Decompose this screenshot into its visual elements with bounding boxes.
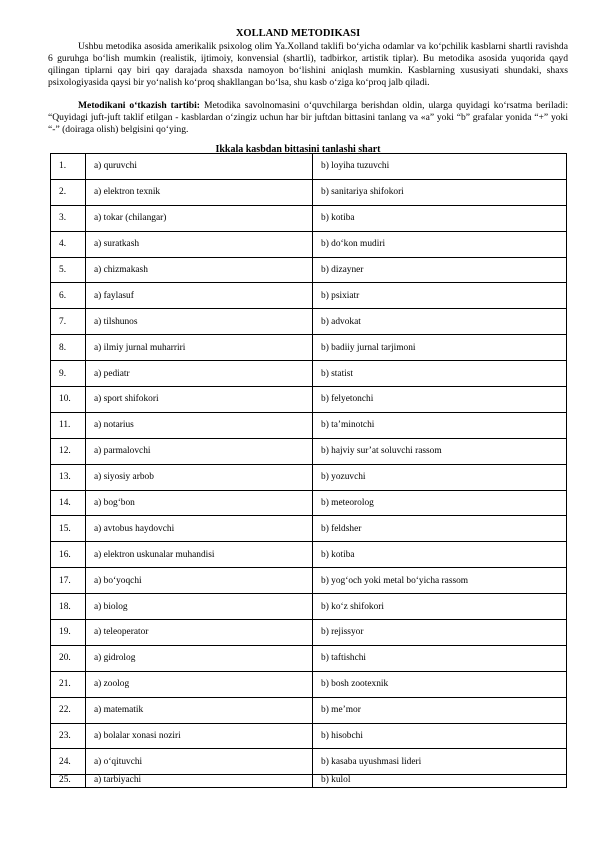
table-row <box>51 205 567 231</box>
table-row <box>51 594 567 620</box>
row-number: 3. <box>51 205 86 231</box>
option-b: b) hajviy sur’at soluvchi rassom <box>313 438 567 464</box>
table-caption: Ikkala kasbdan bittasini tanlashi shart <box>215 144 381 155</box>
table-row <box>51 154 567 180</box>
row-number: 16. <box>51 542 86 568</box>
option-a: a) elektron uskunalar muhandisi <box>86 542 313 568</box>
row-number: 18. <box>51 594 86 620</box>
row-number: 2. <box>51 179 86 205</box>
option-b: b) kotiba <box>313 542 567 568</box>
table-row <box>51 620 567 646</box>
row-number: 17. <box>51 568 86 594</box>
row-number: 14. <box>51 490 86 516</box>
table-row <box>51 412 567 438</box>
table-row <box>51 283 567 309</box>
table-row <box>51 671 567 697</box>
option-a: a) chizmakash <box>86 257 313 283</box>
row-number: 4. <box>51 231 86 257</box>
option-a: a) suratkash <box>86 231 313 257</box>
option-b: b) loyiha tuzuvchi <box>313 154 567 180</box>
option-a: a) avtobus haydovchi <box>86 516 313 542</box>
table-row <box>51 723 567 749</box>
row-number: 21. <box>51 671 86 697</box>
table-row <box>51 490 567 516</box>
row-number: 7. <box>51 309 86 335</box>
option-b: b) ko‘z shifokori <box>313 594 567 620</box>
option-b: b) ta’minotchi <box>313 412 567 438</box>
row-number: 24. <box>51 749 86 775</box>
option-b: b) rejissyor <box>313 620 567 646</box>
option-b: b) kotiba <box>313 205 567 231</box>
option-a: a) ilmiy jurnal muharriri <box>86 335 313 361</box>
row-number: 20. <box>51 645 86 671</box>
table-row <box>51 179 567 205</box>
row-number: 11. <box>51 412 86 438</box>
option-b: b) statist <box>313 361 567 387</box>
intro-paragraph <box>48 41 568 89</box>
table-row <box>51 309 567 335</box>
option-a: a) tokar (chilangar) <box>86 205 313 231</box>
option-b: b) psixiatr <box>313 283 567 309</box>
option-a: a) matematik <box>86 697 313 723</box>
procedure-paragraph <box>48 100 568 136</box>
intro-text: Ushbu metodika asosida amerikalik psixolog olim Ya.Xolland taklifi bo‘yicha odamlar va ko‘pchilik kasblarni shartli ravishda 6 guruhga bo‘lish mumkin (realistik, ijtimoiy, konvensial (shartli), tadbirkor, artistik tiplar). Bu metodika asosida yuqorida qayd qilingan tiplarni qay biri qay darajada shaxsda namoyon bo‘lishini aniqlash mumkin. Kasblarning xususiyati shundaki, shaxs psixologiyasida qaysi bir yo‘nalish ko‘proq shakllangan bo‘lsa, shu kasb o‘ziga ko‘proq jalb qiladi. <box>48 41 568 88</box>
option-b: b) kulol <box>313 775 567 788</box>
table-row <box>51 568 567 594</box>
row-number: 19. <box>51 620 86 646</box>
option-b: b) me’mor <box>313 697 567 723</box>
row-number: 15. <box>51 516 86 542</box>
option-b: b) sanitariya shifokori <box>313 179 567 205</box>
document-title: XOLLAND METODIKASI <box>235 28 361 39</box>
option-a: a) biolog <box>86 594 313 620</box>
option-b: b) dizayner <box>313 257 567 283</box>
row-number: 13. <box>51 464 86 490</box>
option-a: a) zoolog <box>86 671 313 697</box>
option-b: b) do‘kon mudiri <box>313 231 567 257</box>
option-b: b) feldsher <box>313 516 567 542</box>
table-body <box>51 154 567 788</box>
row-number: 9. <box>51 361 86 387</box>
row-number: 1. <box>51 154 86 180</box>
option-b: b) hisobchi <box>313 723 567 749</box>
table-row <box>51 516 567 542</box>
table-row <box>51 775 567 788</box>
table-row <box>51 697 567 723</box>
option-b: b) bosh zootexnik <box>313 671 567 697</box>
table-row <box>51 438 567 464</box>
table-row <box>51 749 567 775</box>
option-a: a) quruvchi <box>86 154 313 180</box>
row-number: 23. <box>51 723 86 749</box>
option-a: a) siyosiy arbob <box>86 464 313 490</box>
row-number: 12. <box>51 438 86 464</box>
option-b: b) advokat <box>313 309 567 335</box>
option-b: b) badiiy jurnal tarjimoni <box>313 335 567 361</box>
option-a: a) bolalar xonasi noziri <box>86 723 313 749</box>
option-a: a) faylasuf <box>86 283 313 309</box>
procedure-text: Metodika savolnomasini o‘quvchilarga berishdan oldin, ularga quyidagi ko‘rsatma beriladi: “Quyidagi juft-juft taklif etilgan - kasblardan o‘zingiz uchun har bir juftdan bittasini tanlang va «a” yoki “b” grafalar yonida “+” yoki “-” (doiraga olish) belgisini qo‘ying. <box>48 100 569 135</box>
table-row <box>51 335 567 361</box>
option-a: a) gidrolog <box>86 645 313 671</box>
option-a: a) bo‘yoqchi <box>86 568 313 594</box>
row-number: 6. <box>51 283 86 309</box>
option-a: a) sport shifokori <box>86 387 313 413</box>
option-a: a) teleoperator <box>86 620 313 646</box>
option-b: b) taftishchi <box>313 645 567 671</box>
option-a: a) pediatr <box>86 361 313 387</box>
option-a: a) elektron texnik <box>86 179 313 205</box>
option-a: a) notarius <box>86 412 313 438</box>
table-row <box>51 361 567 387</box>
table-row <box>51 542 567 568</box>
table-row <box>51 387 567 413</box>
option-a: a) tilshunos <box>86 309 313 335</box>
procedure-label: Metodikani o‘tkazish tartibi: <box>78 100 200 111</box>
option-b: b) yog‘och yoki metal bo‘yicha rassom <box>313 568 567 594</box>
table-row <box>51 464 567 490</box>
table-row <box>51 257 567 283</box>
row-number: 22. <box>51 697 86 723</box>
profession-table <box>50 153 567 788</box>
option-b: b) yozuvchi <box>313 464 567 490</box>
option-b: b) meteorolog <box>313 490 567 516</box>
row-number: 5. <box>51 257 86 283</box>
row-number: 8. <box>51 335 86 361</box>
option-a: a) bog‘bon <box>86 490 313 516</box>
row-number: 10. <box>51 387 86 413</box>
option-a: a) parmalovchi <box>86 438 313 464</box>
option-a: a) tarbiyachi <box>86 775 313 788</box>
option-a: a) o‘qituvchi <box>86 749 313 775</box>
table-row <box>51 231 567 257</box>
table-row <box>51 645 567 671</box>
option-b: b) felyetonchi <box>313 387 567 413</box>
row-number: 25. <box>51 775 86 788</box>
option-b: b) kasaba uyushmasi lideri <box>313 749 567 775</box>
